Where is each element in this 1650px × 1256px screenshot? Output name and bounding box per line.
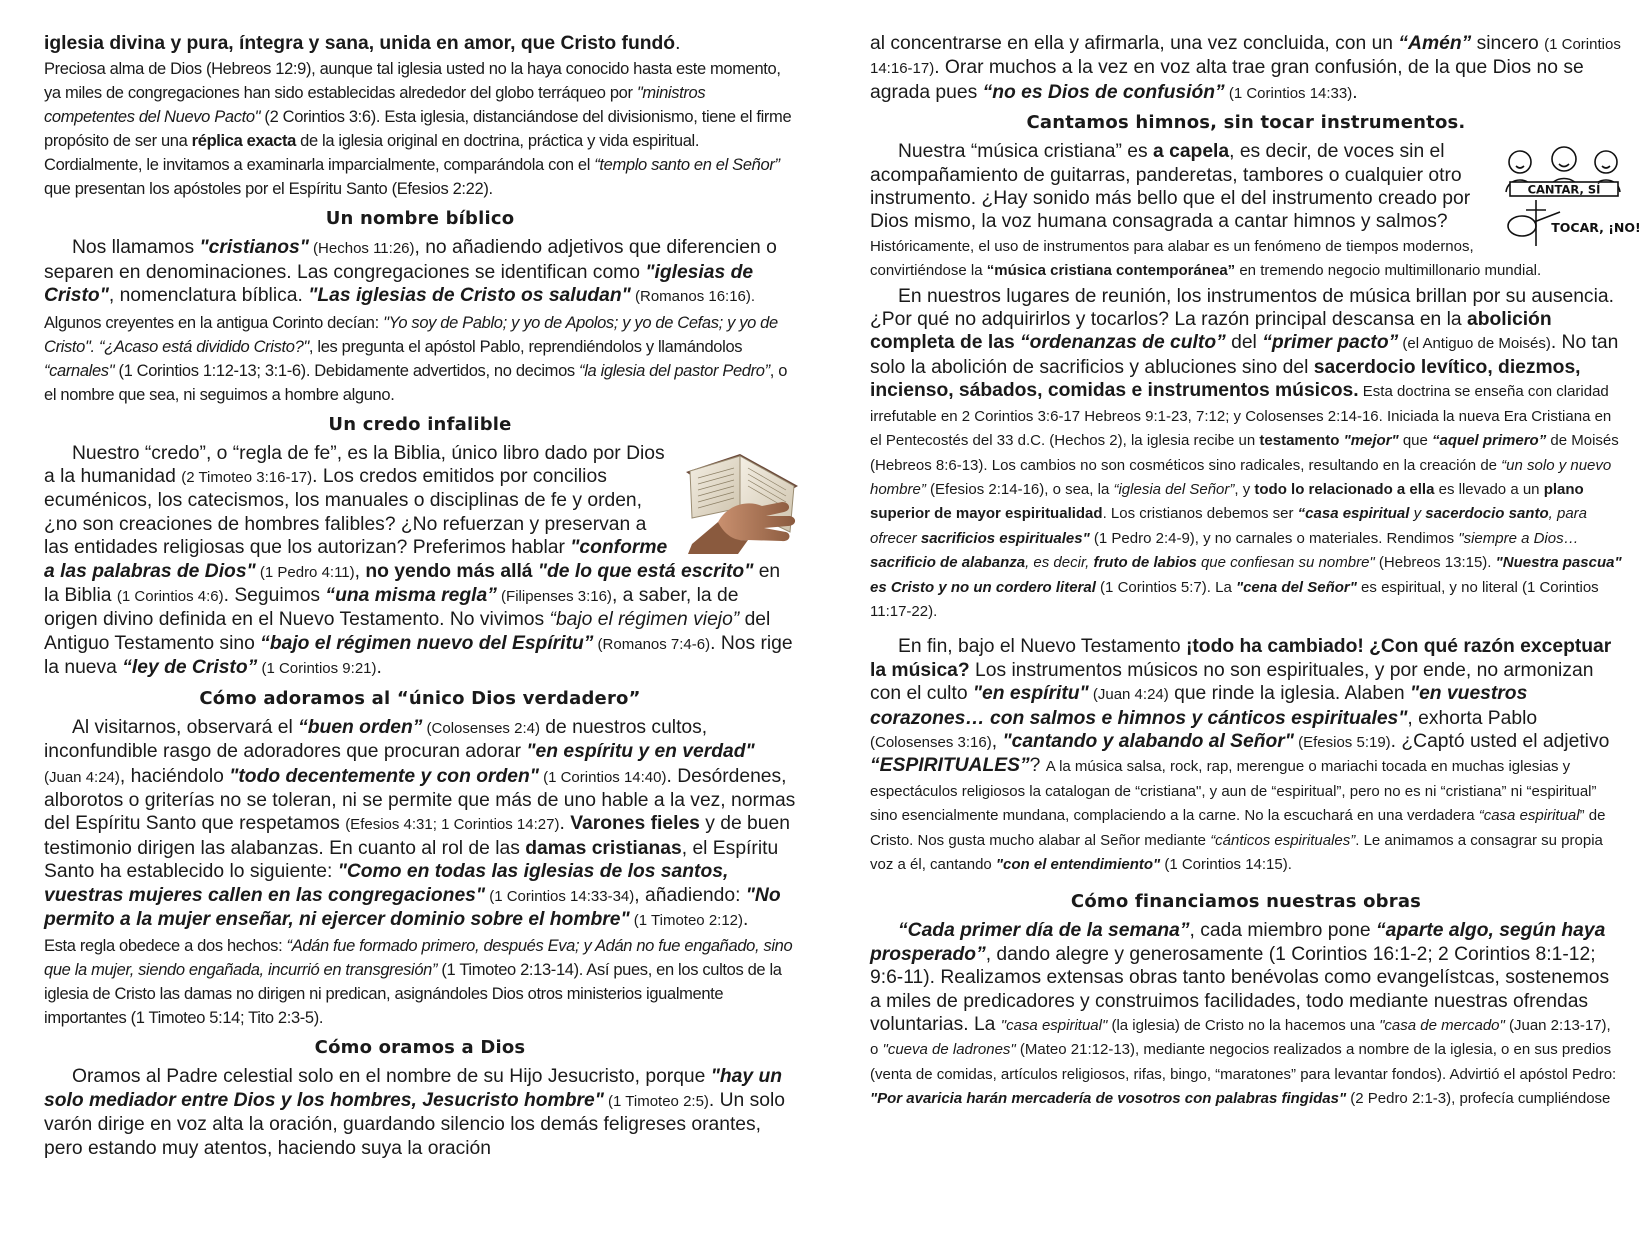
paragraph-oramos — [44, 1065, 796, 1160]
text-run: Los instrumentos músicos no son espirituales, y por ende, no armonizan con el culto — [870, 659, 1594, 705]
text-run: “carnales" — [44, 361, 115, 380]
tocar-no-label: TOCAR, ¡NO! — [1551, 220, 1641, 236]
text-run: en la Biblia — [44, 560, 781, 607]
text-run: abolición completa de las — [870, 309, 1552, 354]
text-run: , es decir, de voces sin el acompañamiento de guitarras, panderetas, tambores o cualquier otro instrumento. ¿Hay sonido más bello que el del instrumento creado por Dios mismo, la voz humana consagrada a cantar himnos y salmos? — [870, 141, 1471, 233]
text-run: "No permito a la mujer enseñar, ni ejercer dominio sobre el hombre" — [44, 884, 781, 930]
text-run: “primer pacto” — [1262, 332, 1399, 354]
text-run: "cena del Señor" — [1235, 578, 1357, 596]
text-run: es espiritual, y no literal (1 Corintios 11:17-22). — [870, 578, 1599, 620]
text-run: Al visitarnos, observará el — [72, 716, 299, 738]
text-run: . — [743, 908, 749, 930]
text-run: . — [1352, 81, 1358, 103]
text-run: “la iglesia del pastor Pedro” — [579, 361, 770, 380]
paragraph-regla-adan — [44, 934, 796, 1030]
text-run: . Seguimos — [223, 585, 326, 607]
text-run: todo lo relacionado a ella — [1254, 480, 1435, 498]
text-run: (el Antiguo de Moisés) — [1398, 335, 1551, 353]
text-run: (1 Corintios 5:7). La — [1095, 578, 1236, 596]
text-run: "hay un solo mediador entre Dios y los hombres, Jesucristo hombre" — [44, 1066, 783, 1111]
singing-no-instruments-illustration — [1498, 146, 1641, 248]
text-run: Nuestro “credo”, o “regla de fe”, es la Biblia, único libro dado por Dios a la humanidad — [44, 442, 665, 488]
text-run: es llevado a un — [1434, 480, 1544, 498]
text-run: “aquel primero” — [1432, 432, 1547, 450]
text-run: "casa de mercado" — [1379, 1017, 1505, 1035]
text-run: (1 Corintios 14:33-34) — [485, 887, 635, 905]
text-run: iglesia divina y pura, íntegra y sana, unida en amor, que Cristo fundó — [44, 33, 676, 54]
text-run: . Nos rige la nueva — [44, 632, 793, 679]
text-run: "Como en todas las iglesias de los santos, vuestras mujeres callen en las congregaciones" — [44, 861, 729, 906]
text-run: . Los credos emitidos por concilios ecuménicos, los catecismos, los manuales o disciplinas de fe y orden, ¿no son creaciones de hombres falibles? ¿No refuerzan y preservan a las entidades religiosas que los autorizan? Preferimos hablar — [44, 466, 647, 559]
text-run: (1 Corintios 14:33) — [1224, 84, 1353, 102]
paragraph-nombre-biblico — [44, 236, 796, 308]
text-run: (la iglesia) de Cristo no la hacemos una — [1107, 1017, 1380, 1035]
text-run: “Amén” — [1398, 33, 1472, 54]
text-run: que presentan los apóstoles por el Espíritu Santo (Efesios 2:22). — [44, 180, 493, 199]
text-run: y — [1409, 505, 1426, 523]
heading-como-adoramos: Cómo adoramos al “único Dios verdadero” — [199, 687, 641, 709]
text-run: , y — [1234, 480, 1255, 498]
text-run: (1 Pedro 4:11) — [255, 563, 355, 581]
text-run: (1 Timoteo 2:13-14). Así pues, en los cultos de la iglesia de Cristo las damas no dirigen ni predican, asignándoles Dios otros ministerios igualmente importantes (1 Timoteo 5:14; Tito 2:3-5). — [44, 961, 782, 1028]
text-run: . Orar muchos a la vez en voz alta trae gran confusión, de la que Dios no se agrada pues — [870, 57, 1584, 103]
text-run: , haciéndolo — [119, 765, 230, 787]
text-run: En fin, bajo el Nuevo Testamento — [898, 636, 1186, 658]
text-run: sincero — [1471, 33, 1545, 54]
text-run: (Juan 4:24) — [44, 768, 120, 786]
text-run: "cristianos" — [199, 237, 309, 259]
text-run: "cantando y alabando al Señor" — [1002, 730, 1294, 752]
text-run: (Filipenses 3:16) — [496, 588, 612, 606]
text-run: Varones fieles — [570, 813, 700, 835]
text-run: no yendo más allá — [365, 560, 538, 582]
text-run: (Hebreos 13:15). — [1374, 554, 1496, 572]
text-run: “ordenanzas de culto” — [1020, 332, 1226, 354]
text-run: ? — [1029, 755, 1046, 777]
text-run: “no es Dios de confusión” — [982, 81, 1225, 103]
text-run: , o el nombre que sea, ni seguimos a hombre alguno. — [44, 361, 788, 404]
text-run: , les pregunta el apóstol Pablo, reprendiéndolos y llamándolos — [308, 337, 743, 356]
text-run: , — [991, 730, 1003, 752]
text-run: , no añadiendo adjetivos que diferencien o separen en denominaciones. Las congregaciones se identifican como — [44, 237, 777, 283]
cantar-si-label: CANTAR, SÍ — [1527, 182, 1601, 197]
text-run: (Romanos 16:16). — [630, 288, 756, 306]
text-run: plano superior de mayor espiritualidad — [870, 480, 1584, 523]
text-run: "de lo que está escrito" — [537, 560, 754, 582]
text-run: ¡todo ha cambiado! ¿Con qué razón exceptuar la música? — [870, 636, 1612, 681]
text-run: (Romanos 7:4-6) — [593, 635, 711, 653]
text-run: . Los cristianos debemos ser — [1102, 505, 1298, 523]
text-run: "Las iglesias de Cristo os saludan" — [308, 285, 631, 307]
text-run: ” de Cristo. Nos gusta mucho alabar al Señor mediante — [870, 807, 1606, 849]
text-run: . No tan solo la abolición de sacrificios y abluciones sino del — [870, 332, 1619, 378]
left-column — [44, 32, 796, 1162]
heading-como-oramos: Cómo oramos a Dios — [314, 1037, 526, 1059]
text-run: (2 Corintios 3:6). Esta iglesia, distanciándose del divisionismo, tiene el firme propósito de ser una — [44, 108, 792, 151]
text-run: (1 Pedro 2:4-9), y no carnales o materiales. Rendimos — [1089, 529, 1459, 547]
text-run: . Le animamos a consagrar su propia voz a él, cantando — [870, 831, 1603, 873]
paragraph-abolicion — [870, 285, 1622, 624]
text-run: (Efesios 4:31; 1 Corintios 14:27) — [345, 816, 560, 834]
text-run: , añadiendo: — [634, 884, 746, 906]
text-run: Esta regla obedece a dos hechos: — [44, 937, 287, 956]
text-run: que — [1398, 432, 1433, 450]
text-run: , nomenclatura bíblica. — [108, 285, 309, 307]
text-run: de la iglesia original en doctrina, práctica y vida espiritual. Cordialmente, le invitamos a examinarla imparcialmente, comparándola con el — [44, 132, 700, 175]
paragraph-adoramos — [44, 716, 796, 933]
text-run: (Juan 4:24) — [1088, 686, 1169, 704]
text-run: , a saber, la de origen divino definida en el Nuevo Testamento. No vivimos — [44, 585, 739, 631]
text-run: "cueva de ladrones" — [882, 1041, 1016, 1059]
text-run: “bajo el régimen nuevo del Espíritu” — [260, 632, 594, 654]
text-run: (1 Corintios 14:40) — [538, 768, 667, 786]
text-run: . Desórdenes, alborotos o griterías no se toleran, ni se permite que más de uno hable a la vez, normas del Espíritu Santo que respetamos — [44, 765, 796, 835]
text-run: A la música salsa, rock, rap, merengue o mariachi tocada en muchas iglesias y espectáculos religiosos la catalogan de “cristiana", y aun de “espiritual”, pero no es ni “cristiana” ni “espiritual” sino esencialmente mundana, complaciendo a la carne. No la escuchará en una verdadera — [870, 758, 1597, 825]
text-run: “ESPIRITUALES” — [870, 755, 1030, 777]
text-run: En nuestros lugares de reunión, los instrumentos de música brillan por su ausencia. ¿Por qué no adquirirlos y tocarlos? La razón principal descansa en la — [870, 285, 1614, 331]
text-run: (1 Corintios 1:12-13; 3:1-6). Debidamente advertidos, no decimos — [114, 361, 580, 380]
text-run: (Efesios 5:19) — [1293, 733, 1391, 751]
text-run: “templo santo en el Señor” — [594, 156, 780, 175]
heading-un-nombre-biblico: Un nombre bíblico — [325, 208, 515, 230]
text-run: y de buen testimonio dirigen las alabanzas. En cuanto al rol de las — [44, 813, 790, 859]
text-run: "iglesias de Cristo" — [44, 261, 754, 307]
text-run: sacerdocio levítico, diezmos, incienso, sábados, comidas e instrumentos músicos. — [870, 356, 1581, 402]
text-run: . — [675, 33, 681, 54]
heading-como-financiamos: Cómo financiamos nuestras obras — [1070, 891, 1422, 913]
text-run: “casa espiritual — [1478, 807, 1580, 825]
text-run: , la iglesia recibe un — [1122, 432, 1260, 450]
text-run: . ¿Captó usted el adjetivo — [1390, 730, 1610, 752]
text-run: “bajo el régimen viejo” — [549, 609, 740, 631]
text-run: al concentrarse en ella y afirmarla, una vez concluida, con un — [870, 33, 1399, 54]
text-run: “un solo y nuevo hombre” — [870, 456, 1612, 498]
text-run: de Moisés (Hebreos 8:6-13). Los cambios no son cosméticos sino radicales, resultando en la creación de — [870, 432, 1619, 474]
text-run: a capela — [1153, 141, 1230, 163]
text-run: "ministros competentes del Nuevo Pacto" — [44, 84, 706, 127]
text-run: que rinde la iglesia. Alaben — [1168, 683, 1410, 705]
text-run: (1 Timoteo 2:5) — [603, 1092, 709, 1110]
text-run: , para ofrecer — [870, 505, 1587, 547]
text-run: (Colosenses 3:16) — [870, 733, 992, 751]
right-column — [870, 32, 1641, 1113]
text-run: "todo decentemente y con orden" — [229, 765, 539, 787]
bible-hand-illustration — [678, 444, 804, 554]
text-run: fruto de labios — [1093, 554, 1197, 572]
heading-un-credo-infalible: Un credo infalible — [328, 413, 512, 435]
text-run: (Hechos 11:26) — [308, 240, 415, 258]
text-run: (1 Corintios 9:21) — [257, 660, 377, 678]
text-run: (1 Corintios 4:6) — [116, 588, 224, 606]
text-run: "en espíritu y en verdad" — [526, 741, 755, 763]
text-run: "siempre a Dios… — [1458, 529, 1579, 547]
text-run: Históricamente, el uso de instrumentos para alabar es un fenómeno de tiempos modernos, convirtiéndose la — [870, 237, 1474, 280]
paragraph-todo-ha-cambiado — [870, 635, 1622, 876]
right-opening-paragraph — [870, 32, 1622, 105]
text-run: Nos llamamos — [72, 237, 200, 259]
text-run: "en espíritu" — [972, 683, 1089, 705]
text-run: (2 Timoteo 3:16-17) — [181, 469, 313, 487]
text-run: que confiesan su nombre" — [1196, 554, 1375, 572]
text-run: , es decir, — [1025, 554, 1094, 572]
text-run: , — [354, 560, 366, 582]
text-run: “buen orden” — [298, 716, 423, 738]
text-run: "mejor" — [1343, 432, 1399, 450]
text-run: , el Espíritu Santo ha establecido lo siguiente: — [44, 837, 779, 883]
text-run: de nuestros cultos, inconfundible rasgo de adoradores que procuran adorar — [44, 716, 708, 763]
paragraph-corinto — [44, 311, 796, 407]
text-run: . — [559, 813, 571, 835]
text-run: sacrificios espirituales" — [920, 529, 1090, 547]
left-intro-paragraph — [44, 57, 796, 201]
text-run: “cánticos espirituales” — [1210, 831, 1356, 849]
text-run: Esta doctrina se enseña con claridad irrefutable en 2 Corintios 3:6-17 Hebreos 9:1-23, 7:12; y Colosenses 2:14-16. Iniciada la nueva Era Cristiana en el Pentecostés del 33 d.C. — [870, 383, 1612, 450]
text-run: (Efesios 2:14-16), o sea, la — [925, 480, 1114, 498]
text-run: , dando alegre y generosamente (1 Corintios 16:1-2; 2 Corintios 8:1-12; 9:6-11). Realizamos extensas obras tanto benévolas como evangelístcas, sostenemos a miles de predicadores y construimos facilidades, todo mediante nuestras ofrendas voluntarias. La — [870, 943, 1610, 1036]
text-run: Nuestra “música cristiana” es — [898, 141, 1154, 163]
text-run: damas cristianas — [525, 837, 682, 859]
text-run: (Colosenses 2:4) — [422, 719, 540, 737]
text-run: "casa espiritual" — [1000, 1017, 1108, 1035]
text-run: , cada miembro pone — [1189, 920, 1376, 942]
text-run: "con el entendimiento" — [995, 856, 1161, 873]
text-run: sacrificio de alabanza — [870, 554, 1026, 572]
text-run: "Yo soy de Pablo; y yo de Apolos; y yo de Cefas; y yo de Cristo". “¿Acaso está dividido Cristo?" — [44, 313, 778, 356]
text-run: en tremendo negocio multimillonario mundial. — [1235, 262, 1542, 280]
text-run: sacerdocio santo — [1425, 505, 1549, 523]
text-run: “casa espiritual — [1297, 505, 1410, 523]
text-run: “Cada primer día de la semana” — [898, 920, 1190, 942]
text-run: , exhorta Pablo — [1407, 707, 1538, 729]
text-run: réplica exacta — [191, 132, 296, 151]
text-run: "Nuestra pascua" es Cristo y no un cordero literal — [870, 554, 1622, 596]
text-run: “Adán fue formado primero, después Eva; y Adán no fue engañado, sino que la mujer, siendo engañada, incurrió en transgresión” — [44, 937, 793, 980]
text-run: . Un solo varón dirige en voz alta la oración, guardando silencio los demás feligreses orantes, pero estando muy atentos, haciendo suya la oración — [44, 1089, 786, 1159]
text-run: "Por avaricia harán mercadería de vosotros con palabras fingidas" — [870, 1090, 1347, 1108]
text-run: “ley de Cristo” — [122, 657, 258, 679]
text-run: “aparte algo, según haya prosperado” — [870, 920, 1606, 965]
text-run: Oramos al Padre celestial solo en el nombre de su Hijo Jesucristo, porque — [72, 1066, 711, 1088]
heading-cantamos-himnos: Cantamos himnos, sin tocar instrumentos. — [1026, 112, 1466, 134]
text-run: “una misma regla” — [325, 585, 497, 607]
text-run: (Mateo 21:12-13), mediante negocios realizados a nombre de la iglesia, o en sus predios (venta de comidas, artículos religiosos, rifas, bingo, “maratones” para levantar fondos). Advirtió el apóstol Pedro: — [870, 1041, 1617, 1083]
text-run: (2 Pedro 2:1-3), profecía cumpliéndose — [1346, 1090, 1611, 1108]
text-run: "conforme a las palabras de Dios" — [44, 537, 668, 582]
text-run: (1 Corintios 14:16-17) — [870, 36, 1621, 78]
text-run: (1 Timoteo 2:12) — [629, 911, 744, 929]
paragraph-financiamos — [870, 919, 1622, 1110]
text-run: Preciosa alma de Dios (Hebreos 12:9), aunque tal iglesia usted no la haya conocido hasta este momento, ya miles de congregaciones han sido establecidas alrededor del globo terráqueo por — [44, 60, 781, 103]
text-run: testamento — [1259, 432, 1344, 450]
text-run: “iglesia del Señor” — [1113, 480, 1235, 498]
text-run: (Juan 2:13-17), o — [870, 1017, 1611, 1059]
left-opening-line — [44, 32, 796, 55]
text-run: "en vuestros corazones… con salmos e himnos y cánticos espirituales" — [870, 683, 1528, 729]
text-run: Algunos creyentes en la antigua Corinto decían: — [44, 313, 384, 332]
text-run: (Hechos 2) — [1049, 432, 1123, 450]
text-run: del Antiguo Testamento sino — [44, 609, 771, 654]
text-run: . — [376, 657, 382, 679]
text-run: del — [1225, 332, 1263, 354]
text-run: (1 Corintios 14:15). — [1160, 856, 1292, 873]
text-run: “música cristiana contemporánea” — [986, 262, 1236, 280]
